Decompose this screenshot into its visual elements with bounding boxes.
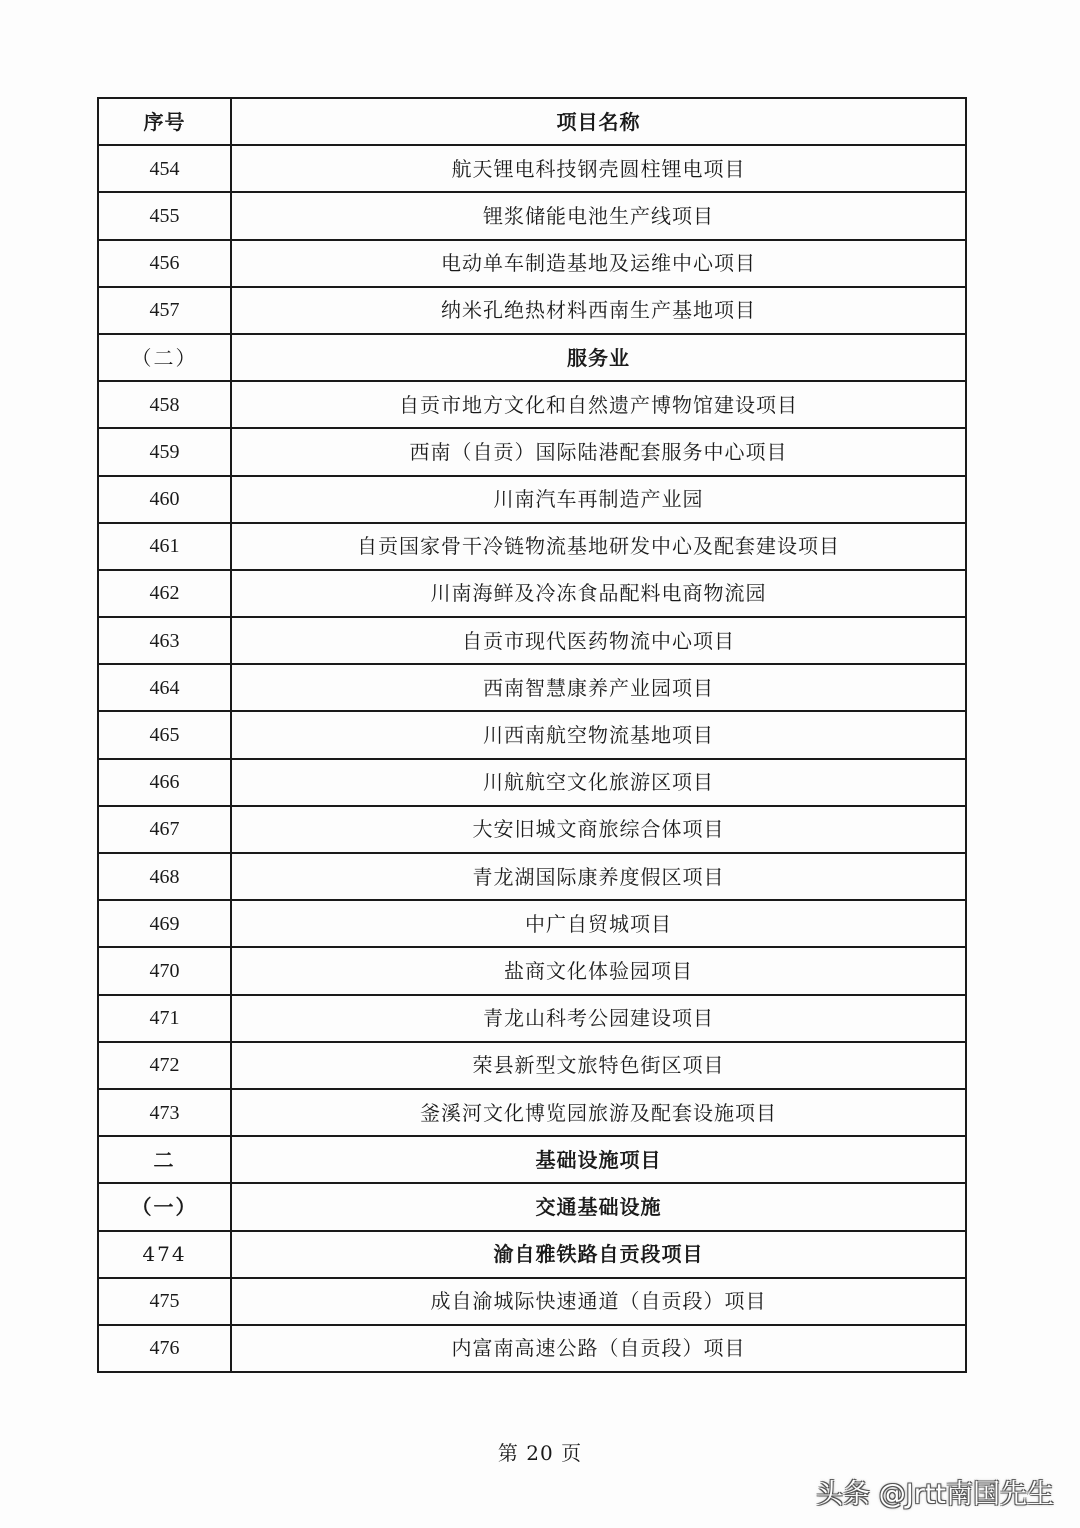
table-row <box>98 192 966 239</box>
table-row <box>98 1042 966 1089</box>
section-name: 服务业 <box>231 334 966 381</box>
section-name: 渝自雅铁路自贡段项目 <box>231 1231 966 1278</box>
row-seq: 465 <box>98 711 231 758</box>
table-row <box>98 759 966 806</box>
table-row <box>98 1089 966 1136</box>
row-seq: 475 <box>98 1278 231 1325</box>
watermark: 头条 @Jrtt南国先生 <box>816 1479 1054 1510</box>
section-row <box>98 334 966 381</box>
table-row <box>98 995 966 1042</box>
major-section-row <box>98 1183 966 1230</box>
table-row <box>98 287 966 334</box>
row-name: 电动单车制造基地及运维中心项目 <box>231 240 966 287</box>
row-seq: 472 <box>98 1042 231 1089</box>
row-name: 内富南高速公路（自贡段）项目 <box>231 1325 966 1372</box>
row-seq: 458 <box>98 381 231 428</box>
row-name: 盐商文化体验园项目 <box>231 947 966 994</box>
section-row <box>98 1231 966 1278</box>
table-row <box>98 947 966 994</box>
row-seq: 473 <box>98 1089 231 1136</box>
row-name: 自贡市现代医药物流中心项目 <box>231 617 966 664</box>
row-name: 自贡市地方文化和自然遗产博物馆建设项目 <box>231 381 966 428</box>
row-name: 纳米孔绝热材料西南生产基地项目 <box>231 287 966 334</box>
table-row <box>98 381 966 428</box>
table-row <box>98 806 966 853</box>
major-section-seq: （一） <box>98 1183 231 1230</box>
row-seq: 462 <box>98 570 231 617</box>
project-table <box>97 97 967 1373</box>
row-name: 青龙湖国际康养度假区项目 <box>231 853 966 900</box>
row-seq: 466 <box>98 759 231 806</box>
row-name: 釜溪河文化博览园旅游及配套设施项目 <box>231 1089 966 1136</box>
row-name: 航天锂电科技钢壳圆柱锂电项目 <box>231 145 966 192</box>
row-name: 川南汽车再制造产业园 <box>231 476 966 523</box>
row-name: 青龙山科考公园建设项目 <box>231 995 966 1042</box>
row-name: 川西南航空物流基地项目 <box>231 711 966 758</box>
page-number: 第 20 页 <box>497 1441 583 1465</box>
table-row <box>98 1325 966 1372</box>
row-seq: 456 <box>98 240 231 287</box>
table-row <box>98 900 966 947</box>
row-seq: 464 <box>98 664 231 711</box>
table-row <box>98 711 966 758</box>
table-row <box>98 1136 966 1183</box>
row-seq: 459 <box>98 428 231 475</box>
row-name: 西南（自贡）国际陆港配套服务中心项目 <box>231 428 966 475</box>
row-seq: 463 <box>98 617 231 664</box>
row-seq: 471 <box>98 995 231 1042</box>
table-row <box>98 145 966 192</box>
section-seq: （二） <box>98 334 231 381</box>
row-seq: 457 <box>98 287 231 334</box>
table-body <box>98 145 966 1372</box>
row-seq: 二 <box>98 1136 231 1183</box>
row-name: 锂浆储能电池生产线项目 <box>231 192 966 239</box>
row-name: 荣县新型文旅特色街区项目 <box>231 1042 966 1089</box>
table-row <box>98 523 966 570</box>
row-seq: 468 <box>98 853 231 900</box>
table-row <box>98 853 966 900</box>
row-seq: 460 <box>98 476 231 523</box>
row-name: 西南智慧康养产业园项目 <box>231 664 966 711</box>
row-seq: 454 <box>98 145 231 192</box>
row-name: 川南海鲜及冷冻食品配料电商物流园 <box>231 570 966 617</box>
table-row <box>98 1278 966 1325</box>
row-seq: 476 <box>98 1325 231 1372</box>
row-seq: 467 <box>98 806 231 853</box>
table-row <box>98 664 966 711</box>
table-row <box>98 617 966 664</box>
row-seq: 469 <box>98 900 231 947</box>
major-section-name: 交通基础设施 <box>231 1183 966 1230</box>
table-row <box>98 240 966 287</box>
row-name: 中广自贸城项目 <box>231 900 966 947</box>
row-name: 自贡国家骨干冷链物流基地研发中心及配套建设项目 <box>231 523 966 570</box>
row-seq: 455 <box>98 192 231 239</box>
row-seq: 461 <box>98 523 231 570</box>
section-seq: 474 <box>98 1231 231 1278</box>
header-seq: 序号 <box>98 98 231 145</box>
row-name: 成自渝城际快速通道（自贡段）项目 <box>231 1278 966 1325</box>
table-row <box>98 476 966 523</box>
row-name: 大安旧城文商旅综合体项目 <box>231 806 966 853</box>
row-name: 基础设施项目 <box>231 1136 966 1183</box>
table-row <box>98 428 966 475</box>
row-name: 川航航空文化旅游区项目 <box>231 759 966 806</box>
row-seq: 470 <box>98 947 231 994</box>
table-header-row <box>98 98 966 145</box>
header-name: 项目名称 <box>231 98 966 145</box>
table-row <box>98 570 966 617</box>
